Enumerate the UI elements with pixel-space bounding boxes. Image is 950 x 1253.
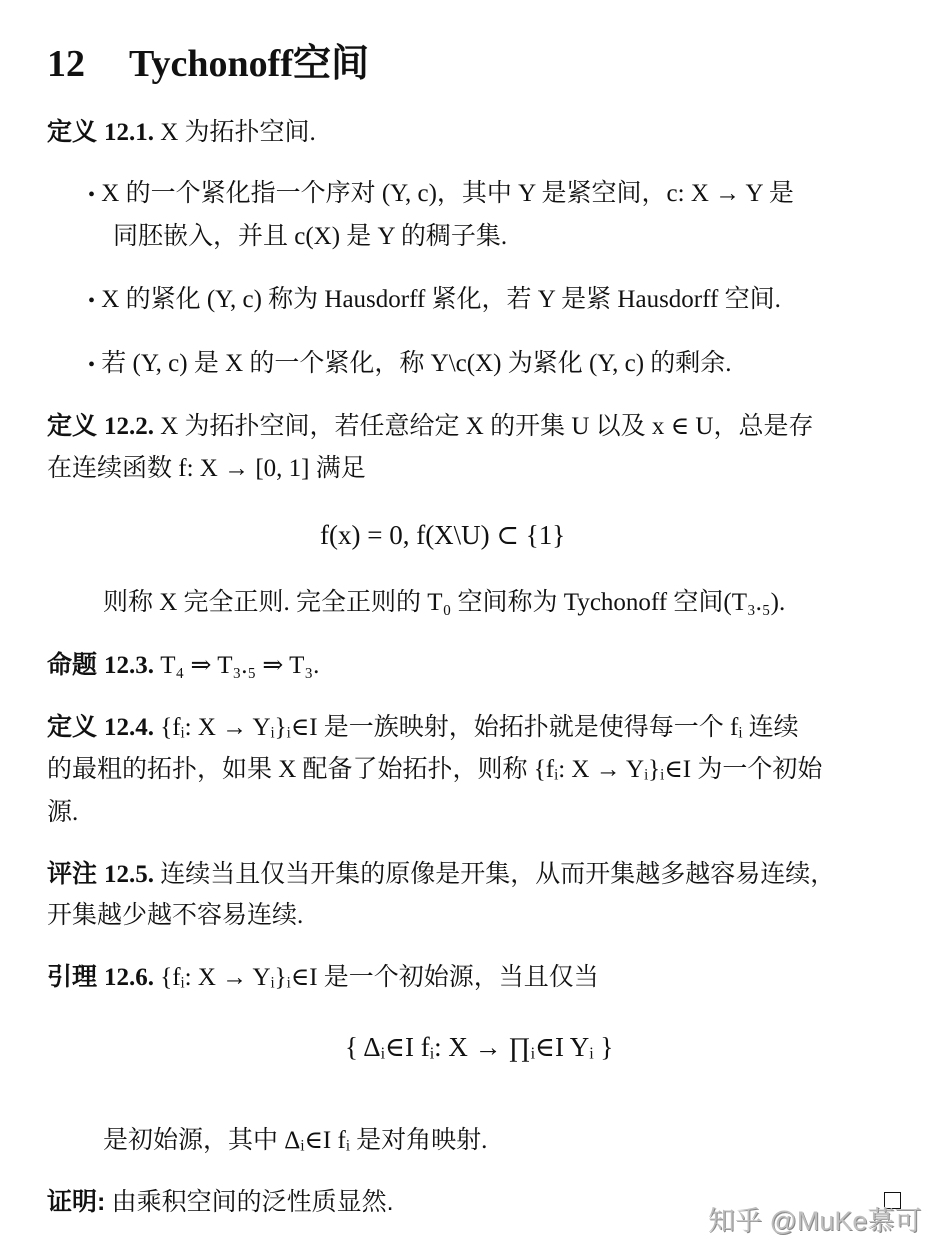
definition-12-1 [47, 117, 316, 148]
block-text-cont: 源. [47, 799, 79, 826]
definition-12-4 [47, 712, 799, 743]
block-text-cont: 开集越少越不容易连续. [47, 902, 304, 929]
proof [47, 1187, 394, 1218]
section-number: 12 [47, 43, 85, 85]
block-text: 连续当且仅当开集的原像是开集，从而开集越多越容易连续， [160, 861, 836, 888]
section-title: Tychonoff空间 [129, 43, 369, 85]
block-text-cont: 的最粗的拓扑，如果 X 配备了始拓扑，则称 {fᵢ: X → Yᵢ}ᵢ∈I 为一个初始 [47, 756, 823, 783]
bullet-item: • X 的紧化 (Y, c) 称为 Hausdorff 紧化，若 Y 是紧 Hausdorff 空间. [88, 286, 781, 313]
block-label: 引理 12.6. [47, 963, 154, 991]
block-text: X 为拓扑空间. [160, 119, 316, 146]
display-equation: { Δᵢ∈I fᵢ: X → ∏ᵢ∈I Yᵢ } [345, 1032, 614, 1062]
proposition-12-3 [47, 650, 319, 681]
proof-text: 由乘积空间的泛性质显然. [111, 1188, 394, 1216]
bullet-continuation: 同胚嵌入，并且 c(X) 是 Y 的稠子集. [113, 223, 508, 250]
proof-label: 证明: [47, 1188, 106, 1216]
block-text-cont: 则称 X 完全正则. 完全正则的 T₀ 空间称为 Tychonoff 空间(T₃.₅). [103, 589, 786, 616]
display-equation: f(x) = 0, f(X\U) ⊂ {1} [320, 520, 566, 550]
block-label: 命题 12.3. [47, 651, 154, 679]
block-text-cont: 在连续函数 f: X → [0, 1] 满足 [47, 455, 366, 482]
block-text: {fᵢ: X → Yᵢ}ᵢ∈I 是一个初始源，当且仅当 [160, 964, 599, 991]
watermark: 知乎 @MuKe慕可 [708, 1206, 922, 1236]
bullet-item: • X 的一个紧化指一个序对 (Y, c)，其中 Y 是紧空间，c: X → Y 是 [88, 180, 794, 207]
bullet-text: X 的一个紧化指一个序对 (Y, c)，其中 Y 是紧空间，c: X → Y 是 [101, 180, 794, 207]
block-text: {fᵢ: X → Yᵢ}ᵢ∈I 是一族映射，始拓扑就是使得每一个 fᵢ 连续 [160, 714, 799, 741]
bullet-item: • 若 (Y, c) 是 X 的一个紧化，称 Y\c(X) 为紧化 (Y, c) 的剩余. [88, 350, 732, 377]
bullet-text: X 的紧化 (Y, c) 称为 Hausdorff 紧化，若 Y 是紧 Hausdorff 空间. [101, 286, 781, 313]
block-text: T₄ ⇒ T₃.₅ ⇒ T₃. [160, 652, 320, 679]
block-label: 定义 12.4. [47, 713, 154, 741]
block-label: 定义 12.1. [47, 118, 154, 146]
lemma-12-6 [47, 962, 599, 993]
section-heading [47, 32, 369, 87]
block-text-cont: 是初始源，其中 Δᵢ∈I fᵢ 是对角映射. [103, 1127, 488, 1154]
block-text: X 为拓扑空间，若任意给定 X 的开集 U 以及 x ∈ U，总是存 [160, 413, 814, 440]
definition-12-2 [47, 411, 813, 442]
block-label: 定义 12.2. [47, 412, 154, 440]
bullet-text: 若 (Y, c) 是 X 的一个紧化，称 Y\c(X) 为紧化 (Y, c) 的剩余. [101, 350, 732, 377]
block-label: 评注 12.5. [47, 860, 154, 888]
remark-12-5 [47, 859, 835, 890]
